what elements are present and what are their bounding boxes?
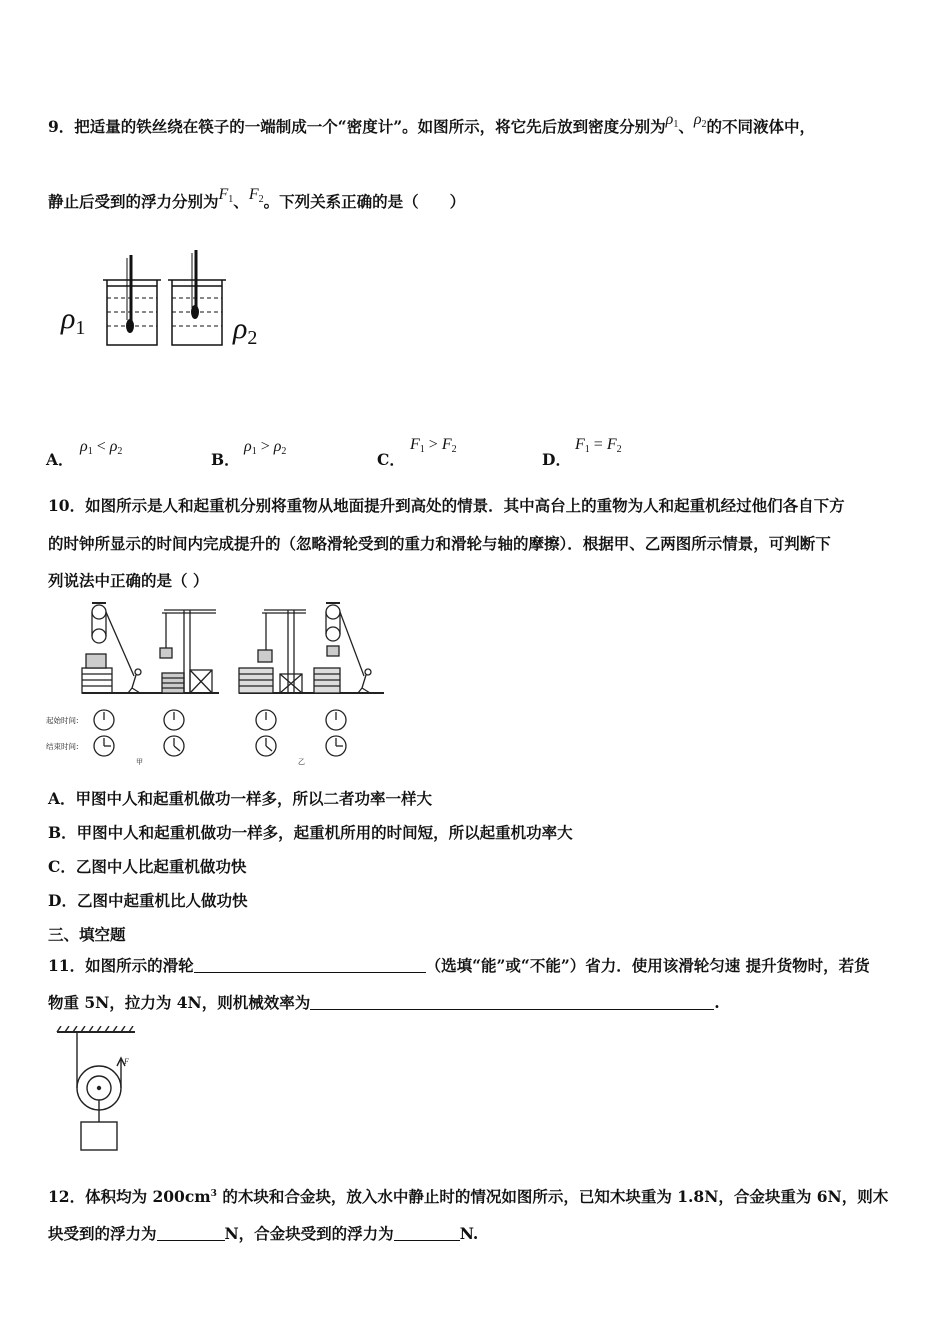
- q12-blank-2[interactable]: [394, 1226, 460, 1241]
- q11-blank-2[interactable]: [310, 995, 714, 1010]
- q11-line2: 物重 5N，拉力为 4N，则机械效率为 .: [48, 993, 720, 1012]
- rho2-symbol: $\rho_2$: [693, 111, 707, 130]
- beaker-right: [168, 250, 226, 345]
- q10-line1: 10．如图所示是人和起重机分别将重物从地面提升到高处的情景．其中高台上的重物为人和起重机经过他们各自下方: [48, 496, 845, 515]
- F2-symbol: $F_2$: [248, 186, 264, 205]
- q9-beaker-figure: [55, 250, 285, 355]
- q12-line2: 块受到的浮力为 N，合金块受到的浮力为 N.: [48, 1224, 479, 1243]
- start-time-label: 起始时间:: [46, 716, 79, 725]
- q9-option-d[interactable]: D．: [542, 450, 571, 469]
- q11-blank-1[interactable]: [194, 958, 426, 973]
- yi-label: 乙: [298, 758, 305, 766]
- q9-line1: 9．把适量的铁丝绕在筷子的一端制成一个“密度计”。如图所示，将它先后放到密度分别为$\rho_1$、$\rho_2$的不同液体中，: [48, 111, 816, 136]
- q9-option-c[interactable]: C．: [377, 450, 405, 469]
- fig-rho2-label: $\rho_2$: [233, 312, 258, 349]
- force-F-label: F: [124, 1057, 129, 1066]
- q10-option-c[interactable]: C．乙图中人比起重机做功快: [48, 857, 247, 876]
- q9-line2: 静止后受到的浮力分别为$F_1$、$F_2$。下列关系正确的是（ ）: [48, 186, 466, 211]
- rho1-symbol: $\rho_1$: [665, 111, 679, 130]
- q10-option-a[interactable]: A．甲图中人和起重机做功一样多，所以二者功率一样大: [48, 789, 433, 808]
- jia-label: 甲: [136, 758, 143, 766]
- q9-option-c-expr: $F_1 > F_2$: [410, 436, 457, 455]
- q10-line2: 的时钟所显示的时间内完成提升的（忽略滑轮受到的重力和滑轮与轴的摩擦）．根据甲、乙两图所示情景，可判断下: [48, 534, 831, 553]
- section-3-heading: 三、填空题: [48, 925, 126, 944]
- q10-option-b[interactable]: B．甲图中人和起重机做功一样多，起重机所用的时间短，所以起重机功率大: [48, 823, 573, 842]
- q11-pulley-figure: [55, 1026, 145, 1156]
- q9-option-a-expr: $\rho_1 < \rho_2$: [80, 438, 123, 457]
- q9-option-d-expr: $F_1 = F_2$: [575, 436, 622, 455]
- q10-crane-figure: [44, 598, 389, 768]
- wire-weight-right: [191, 305, 199, 319]
- wire-weight-left: [126, 319, 134, 333]
- q10-line3: 列说法中正确的是（ ）: [48, 571, 209, 590]
- q9-option-a[interactable]: A．: [46, 450, 74, 469]
- q11-line1: 11．如图所示的滑轮 （选填“能”或“不能”）省力．使用该滑轮匀速 提升货物时，若货: [48, 956, 870, 975]
- end-time-label: 结束时间:: [46, 742, 79, 751]
- q12-blank-1[interactable]: [157, 1226, 225, 1241]
- q12-line1: 12．体积均为 $200cm^3$ 的木块和合金块，放入水中静止时的情况如图所示，已知木块重为 1.8N，合金块重为 6N，则木: [48, 1187, 889, 1206]
- fig-rho1-label: $\rho_1$: [61, 302, 86, 339]
- q10-option-d[interactable]: D．乙图中起重机比人做功快: [48, 891, 248, 910]
- q9-option-b[interactable]: B．: [211, 450, 240, 469]
- F1-symbol: $F_1$: [218, 186, 234, 205]
- q9-option-b-expr: $\rho_1 > \rho_2$: [244, 438, 287, 457]
